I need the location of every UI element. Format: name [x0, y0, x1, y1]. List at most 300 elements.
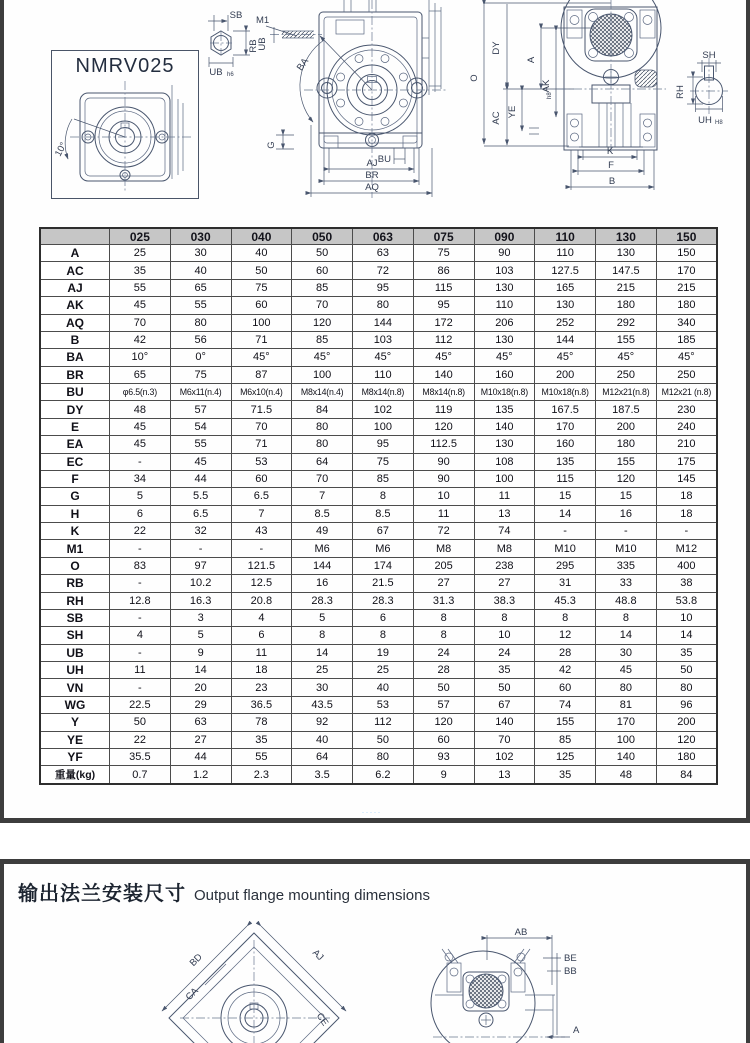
label-angle-10: 10°: [52, 140, 70, 159]
cell: 55: [170, 297, 231, 314]
cell: 8: [292, 627, 353, 644]
label-ye: YE: [507, 105, 518, 119]
cell: 40: [231, 245, 292, 262]
cell: -: [110, 609, 171, 626]
cell: 25: [110, 245, 171, 262]
cell: 95: [413, 297, 474, 314]
cell: 90: [474, 245, 535, 262]
cell: 180: [656, 748, 717, 765]
cell: -: [231, 540, 292, 557]
cell: 48: [110, 401, 171, 418]
output-flange-side-drawing: [415, 925, 600, 1043]
label-ak: AK: [541, 79, 552, 93]
cell: 340: [656, 314, 717, 331]
cell: 38.3: [474, 592, 535, 609]
cell: -: [110, 679, 171, 696]
heading-en: Output flange mounting dimensions: [194, 887, 430, 904]
cell: M8x14(n.8): [353, 384, 414, 401]
cell: 5: [170, 627, 231, 644]
cell: 65: [110, 366, 171, 383]
row-label: RB: [40, 575, 110, 592]
output-flange-diamond-drawing: [150, 925, 380, 1043]
cell: 40: [292, 731, 353, 748]
cell: M6x11(n.4): [170, 384, 231, 401]
cell: 86: [413, 262, 474, 279]
cell: 6: [353, 609, 414, 626]
cell: 80: [353, 297, 414, 314]
cell: 35: [656, 644, 717, 661]
label-ak-fit: h8: [547, 92, 553, 99]
cell: 7: [231, 505, 292, 522]
cell: 14: [535, 505, 596, 522]
cell: 90: [413, 470, 474, 487]
cell: 187.5: [596, 401, 657, 418]
cell: 31: [535, 575, 596, 592]
cell: 155: [535, 714, 596, 731]
cell: 30: [596, 644, 657, 661]
cell: 119: [413, 401, 474, 418]
cell: 45: [110, 436, 171, 453]
cell: 53: [353, 696, 414, 713]
cell: 63: [353, 245, 414, 262]
cell: 35.5: [110, 748, 171, 765]
cell: 35: [474, 662, 535, 679]
model-box: [51, 50, 199, 199]
label-ub2: UB: [257, 37, 268, 51]
cell: 27: [170, 731, 231, 748]
label-aq: AQ: [365, 182, 379, 193]
cell: 80: [353, 748, 414, 765]
table-row: [40, 714, 717, 731]
cell: 45°: [231, 349, 292, 366]
row-label: AK: [40, 297, 110, 314]
cell: 14: [292, 644, 353, 661]
row-label: AQ: [40, 314, 110, 331]
cell: 28: [413, 662, 474, 679]
cell: 150: [656, 245, 717, 262]
cell: 78: [231, 714, 292, 731]
cell: 200: [596, 418, 657, 435]
cell: 80: [656, 679, 717, 696]
cell: 127.5: [535, 262, 596, 279]
cell: -: [110, 540, 171, 557]
cell: 100: [596, 731, 657, 748]
cell: 45: [596, 662, 657, 679]
table-row: [40, 470, 717, 487]
cell: 4: [231, 609, 292, 626]
cell: M6: [353, 540, 414, 557]
cell: 56: [170, 331, 231, 348]
cell: 16.3: [170, 592, 231, 609]
cell: 240: [656, 418, 717, 435]
cell: 185: [656, 331, 717, 348]
cell: 35: [231, 731, 292, 748]
cell: 50: [413, 679, 474, 696]
row-label: M1: [40, 540, 110, 557]
cell: 72: [413, 523, 474, 540]
cell: -: [110, 575, 171, 592]
cell: 71: [231, 436, 292, 453]
cell: 95: [353, 279, 414, 296]
cell: 96: [656, 696, 717, 713]
cell: 36.5: [231, 696, 292, 713]
cell: 110: [353, 366, 414, 383]
label-b: B: [608, 176, 616, 187]
cell: 54: [170, 418, 231, 435]
row-label: UB: [40, 644, 110, 661]
row-label: E: [40, 418, 110, 435]
cell: 60: [231, 297, 292, 314]
cell: 87: [231, 366, 292, 383]
cell: 55: [170, 436, 231, 453]
row-label: YE: [40, 731, 110, 748]
cell: 45°: [292, 349, 353, 366]
table-row: [40, 297, 717, 314]
cell: 93: [413, 748, 474, 765]
cell: 140: [413, 366, 474, 383]
table-row: [40, 696, 717, 713]
label-br: BR: [365, 170, 379, 181]
gearbox-front-left-drawing: [52, 75, 198, 197]
cell: 160: [535, 436, 596, 453]
cell: φ6.5(n.3): [110, 384, 171, 401]
cell: 30: [292, 679, 353, 696]
cell: 48: [596, 766, 657, 784]
cell: 135: [535, 453, 596, 470]
cell: 206: [474, 314, 535, 331]
table-row: [40, 609, 717, 626]
cell: 8: [413, 609, 474, 626]
cell: 112.5: [413, 436, 474, 453]
cell: 103: [474, 262, 535, 279]
cell: 0.7: [110, 766, 171, 784]
cell: 8: [474, 609, 535, 626]
row-label: F: [40, 470, 110, 487]
cell: 120: [656, 731, 717, 748]
cell: 8.5: [353, 505, 414, 522]
cell: 25: [353, 662, 414, 679]
cell: 18: [656, 505, 717, 522]
cell: 30: [170, 245, 231, 262]
cell: 74: [474, 523, 535, 540]
cell: 6.5: [231, 488, 292, 505]
cell: 35: [535, 766, 596, 784]
label-rb: RB: [248, 39, 259, 53]
cell: 120: [292, 314, 353, 331]
col-header: 025: [110, 228, 171, 245]
cell: 103: [353, 331, 414, 348]
cell: 8: [413, 627, 474, 644]
table-row: [40, 401, 717, 418]
cell: 67: [474, 696, 535, 713]
label-bd: BD: [187, 951, 205, 969]
cell: 45°: [353, 349, 414, 366]
cell: 42: [535, 662, 596, 679]
row-label: YF: [40, 748, 110, 765]
cell: 100: [474, 470, 535, 487]
row-label: WG: [40, 696, 110, 713]
cell: 15: [596, 488, 657, 505]
label-ac: AC: [491, 111, 502, 125]
cell: 10.2: [170, 575, 231, 592]
cell: 8: [353, 488, 414, 505]
cell: 2.3: [231, 766, 292, 784]
cell: 165: [535, 279, 596, 296]
cell: 14: [656, 627, 717, 644]
label-m1: M1: [256, 15, 270, 26]
cell: 9: [170, 644, 231, 661]
cell: M10: [535, 540, 596, 557]
table-row: [40, 627, 717, 644]
cell: 215: [596, 279, 657, 296]
cell: 72: [353, 262, 414, 279]
cell: 170: [596, 714, 657, 731]
cell: 64: [292, 453, 353, 470]
cell: 8.5: [292, 505, 353, 522]
cell: 140: [474, 714, 535, 731]
cell: 170: [656, 262, 717, 279]
cell: 21.5: [353, 575, 414, 592]
cell: 11: [110, 662, 171, 679]
cell: 252: [535, 314, 596, 331]
cell: 70: [292, 470, 353, 487]
table-row: [40, 748, 717, 765]
cell: 130: [474, 331, 535, 348]
cell: 250: [596, 366, 657, 383]
cell: 155: [596, 453, 657, 470]
cell: 102: [474, 748, 535, 765]
cell: 144: [292, 557, 353, 574]
cell: 0°: [170, 349, 231, 366]
cell: 40: [170, 262, 231, 279]
cell: 167.5: [535, 401, 596, 418]
cell: 12: [535, 627, 596, 644]
cell: 35: [110, 262, 171, 279]
cell: 295: [535, 557, 596, 574]
cell: M10x18(n.8): [535, 384, 596, 401]
cell: 4: [110, 627, 171, 644]
cell: 7: [292, 488, 353, 505]
table-row: [40, 731, 717, 748]
cell: 16: [292, 575, 353, 592]
cell: 115: [535, 470, 596, 487]
row-label: BA: [40, 349, 110, 366]
col-header: 040: [231, 228, 292, 245]
cell: 85: [292, 279, 353, 296]
label-ub-fit: h6: [227, 72, 234, 78]
cell: 200: [656, 714, 717, 731]
cell: 22: [110, 731, 171, 748]
cell: 57: [413, 696, 474, 713]
cell: 50: [292, 245, 353, 262]
cell: 19: [353, 644, 414, 661]
label-g: G: [266, 141, 277, 149]
cell: 6: [110, 505, 171, 522]
row-label: UH: [40, 662, 110, 679]
cell: 84: [292, 401, 353, 418]
cell: 172: [413, 314, 474, 331]
cell: 230: [656, 401, 717, 418]
cell: 6.2: [353, 766, 414, 784]
cell: 16: [596, 505, 657, 522]
model-title: NMRV025: [75, 55, 175, 77]
label-be: BE: [564, 953, 577, 964]
cell: 180: [596, 297, 657, 314]
cell: 14: [170, 662, 231, 679]
cell: 120: [596, 470, 657, 487]
cell: 70: [231, 418, 292, 435]
label-uh-fit: H8: [715, 120, 723, 126]
cell: 215: [656, 279, 717, 296]
cell: 100: [353, 418, 414, 435]
table-row: [40, 766, 717, 784]
cell: 205: [413, 557, 474, 574]
table-row: [40, 679, 717, 696]
cell: 80: [596, 679, 657, 696]
cell: 24: [474, 644, 535, 661]
cell: 12.8: [110, 592, 171, 609]
cell: 3.5: [292, 766, 353, 784]
cell: 180: [596, 436, 657, 453]
cell: 71: [231, 331, 292, 348]
table-row: [40, 349, 717, 366]
cell: 75: [353, 453, 414, 470]
cell: 210: [656, 436, 717, 453]
cell: 144: [353, 314, 414, 331]
col-header: 110: [535, 228, 596, 245]
cell: 50: [656, 662, 717, 679]
cell: 60: [292, 262, 353, 279]
cell: 112: [413, 331, 474, 348]
cell: 57: [170, 401, 231, 418]
cell: 115: [413, 279, 474, 296]
table-row: [40, 436, 717, 453]
cell: 70: [110, 314, 171, 331]
cell: M6: [292, 540, 353, 557]
output-flange-heading: [18, 877, 430, 906]
cell: 53.8: [656, 592, 717, 609]
cell: 33: [596, 575, 657, 592]
table-row: [40, 505, 717, 522]
label-ub: UB: [209, 67, 223, 78]
cell: 175: [656, 453, 717, 470]
cell: 8: [596, 609, 657, 626]
table-row: [40, 331, 717, 348]
row-label: VN: [40, 679, 110, 696]
col-header: 063: [353, 228, 414, 245]
row-label: A: [40, 245, 110, 262]
table-row: [40, 662, 717, 679]
cell: 22.5: [110, 696, 171, 713]
row-label: K: [40, 523, 110, 540]
cell: 43.5: [292, 696, 353, 713]
cell: 120: [413, 714, 474, 731]
cell: 112: [353, 714, 414, 731]
cell: 292: [596, 314, 657, 331]
cell: 53: [231, 453, 292, 470]
table-row: [40, 453, 717, 470]
spec-table: [39, 227, 718, 785]
cell: 75: [231, 279, 292, 296]
cell: 130: [535, 297, 596, 314]
table-row: [40, 488, 717, 505]
cell: 11: [474, 488, 535, 505]
cell: 81: [596, 696, 657, 713]
label-uh: UH: [698, 115, 712, 126]
row-label: EC: [40, 453, 110, 470]
table-row: [40, 314, 717, 331]
cell: 120: [413, 418, 474, 435]
cell: -: [535, 523, 596, 540]
row-label: H: [40, 505, 110, 522]
cell: 1.2: [170, 766, 231, 784]
cell: 48.8: [596, 592, 657, 609]
cell: 80: [170, 314, 231, 331]
cell: M12: [656, 540, 717, 557]
row-label: BR: [40, 366, 110, 383]
row-label: B: [40, 331, 110, 348]
cell: 22: [110, 523, 171, 540]
cell: 125: [535, 748, 596, 765]
cell: M10: [596, 540, 657, 557]
cell: 32: [170, 523, 231, 540]
cell: 121.5: [231, 557, 292, 574]
cell: 130: [596, 245, 657, 262]
cell: 44: [170, 748, 231, 765]
cell: 13: [474, 505, 535, 522]
row-label: EA: [40, 436, 110, 453]
cell: 50: [474, 679, 535, 696]
cell: 74: [535, 696, 596, 713]
cell: 45°: [656, 349, 717, 366]
cell: 147.5: [596, 262, 657, 279]
cell: 80: [292, 436, 353, 453]
cell: 10°: [110, 349, 171, 366]
label-ab: AB: [514, 927, 528, 938]
cell: 8: [353, 627, 414, 644]
cell: 49: [292, 523, 353, 540]
cell: 84: [656, 766, 717, 784]
cell: 5: [110, 488, 171, 505]
cell: 3: [170, 609, 231, 626]
cell: 10: [413, 488, 474, 505]
label-dy: DY: [491, 41, 502, 55]
row-label: O: [40, 557, 110, 574]
cell: 155: [596, 331, 657, 348]
cell: 28.3: [292, 592, 353, 609]
cell: 110: [474, 297, 535, 314]
cell: 95: [353, 436, 414, 453]
row-label: DY: [40, 401, 110, 418]
cell: 40: [353, 679, 414, 696]
table-row: [40, 575, 717, 592]
cell: 45°: [474, 349, 535, 366]
table-row: [40, 279, 717, 296]
cell: 97: [170, 557, 231, 574]
cell: 108: [474, 453, 535, 470]
row-label: AC: [40, 262, 110, 279]
cell: 45°: [413, 349, 474, 366]
cell: 23: [231, 679, 292, 696]
cell: 170: [535, 418, 596, 435]
cell: 83: [110, 557, 171, 574]
table-row: [40, 384, 717, 401]
cell: 70: [474, 731, 535, 748]
label-sb: SB: [229, 10, 243, 21]
cell: 200: [535, 366, 596, 383]
cell: 44: [170, 470, 231, 487]
cell: 65: [170, 279, 231, 296]
